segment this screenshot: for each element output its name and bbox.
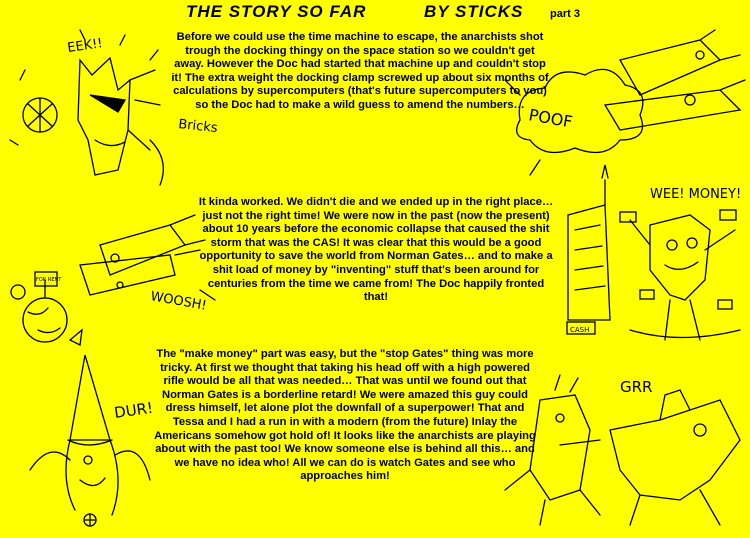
byline: BY STICKS (424, 2, 524, 21)
woosh-label: WOOSH! (149, 289, 208, 314)
story-paragraph-1: Before we could use the time machine to escape, the anarchists shot trough the docking thingy on the space station so we couldn't get away. However the Doc had started that machine up and couldn't stop it! The extra weight the docking clamp screwed up about six months of calculations by supercomputers (that's future supercomputers to you) so the Doc had to make a wild guess to amend the numbers… (171, 31, 549, 111)
poof-cloud-sketch (505, 30, 745, 175)
grr-fight-sketch (505, 375, 740, 525)
grr-label: GRR (620, 378, 653, 396)
for-rent-sign: FOR RENT (36, 277, 62, 283)
poof-label: POOF (527, 105, 574, 132)
cash-sign: CASH (570, 326, 590, 334)
dur-label: DUR! (113, 398, 155, 422)
part-label: part 3 (550, 8, 580, 20)
eek-label: EEK!! (66, 36, 104, 56)
wee-money-label: WEE! MONEY! (650, 187, 742, 202)
story-paragraph-3: The "make money" part was easy, but the "stop Gates" thing was more tricky. At first we thought that taking his head off with a high powered rifle would be all that was needed… That was until we found out that Norman Gates is a borderline retard! We were amazed this guy could dress himself, let alone plot the downfall of a superpower! That and Tessa and I had a run in with a modern (from the future) Inlay the Americans somehow got hold of! It looks like the anarchists are playing about with the past too! We know someone else is behind all this… and we have no idea who! All we can do is watch Gates and see who approaches him! (154, 348, 536, 483)
dur-character-sketch (30, 355, 150, 526)
story-paragraph-2: It kinda worked. We didn't die and we ended up in the right place… just not the right time! We were now in the past (now the present) about 10 years before the economic collapse that caused the shit storm that was the CAS! It was clear that this would be a good opportunity to save the world from Norman Gates… and to make a shit load of money by "inventing" stuff that's been around for centuries from the time we came from! The Doc happily fronted that! (198, 196, 554, 304)
comic-title: THE STORY SO FAR (186, 2, 367, 21)
bricks-label: Bricks (177, 117, 219, 137)
